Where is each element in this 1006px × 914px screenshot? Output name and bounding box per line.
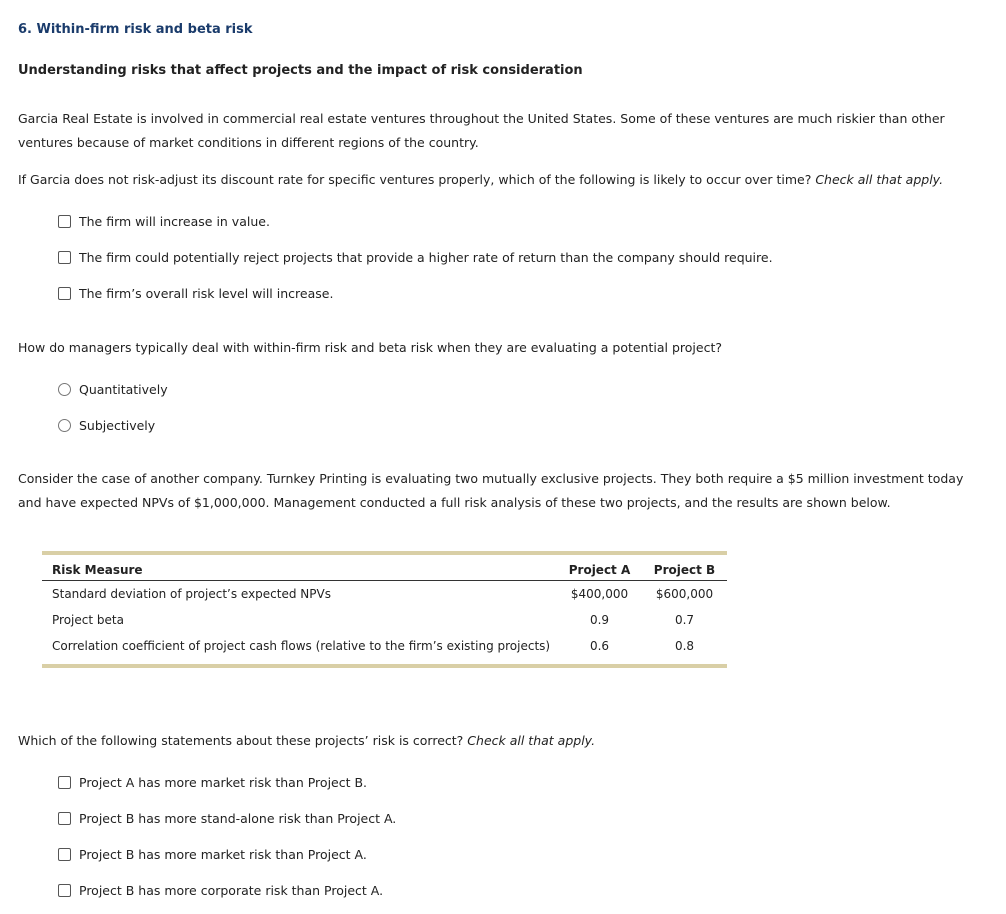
section-title: 6. Within-firm risk and beta risk [18, 22, 253, 37]
table-header-row [42, 555, 727, 581]
option-label: The firm could potentially reject projects that provide a higher rate of return than the company should require. [79, 249, 773, 265]
row-label: Project beta [52, 613, 124, 627]
checkbox[interactable] [58, 776, 71, 789]
intro-line-1: Garcia Real Estate is involved in commercial real estate ventures throughout the United States. Some of these ventures are much riskier than other [18, 111, 945, 126]
header-project-a: Project A [557, 555, 642, 581]
question-1-instruction: Check all that apply. [815, 172, 944, 187]
question-3 [18, 733, 595, 748]
checkbox[interactable] [58, 287, 71, 300]
header-project-b: Project B [642, 555, 727, 581]
q3-option-2[interactable] [58, 810, 396, 826]
checkbox[interactable] [58, 812, 71, 825]
case-paragraph [18, 467, 963, 515]
table-row [42, 581, 727, 608]
project-a-value: $400,000 [570, 587, 629, 601]
option-label: The firm will increase in value. [79, 213, 270, 229]
q3-option-1[interactable] [58, 774, 367, 790]
project-a-value: 0.6 [589, 639, 610, 653]
table-row [42, 607, 727, 633]
option-label: Project B has more market risk than Project A. [79, 846, 367, 862]
project-b-value: 0.8 [674, 639, 695, 653]
q3-option-3[interactable] [58, 846, 367, 862]
row-label: Standard deviation of project’s expected NPVs [52, 587, 331, 601]
option-label: The firm’s overall risk level will increase. [79, 285, 334, 301]
option-label: Subjectively [79, 417, 156, 433]
section-subtitle: Understanding risks that affect projects and the impact of risk consideration [18, 63, 583, 78]
checkbox[interactable] [58, 848, 71, 861]
case-line-2: and have expected NPVs of $1,000,000. Management conducted a full risk analysis of these two projects, and the results are shown below. [18, 495, 891, 510]
option-label: Project A has more market risk than Project B. [79, 774, 368, 790]
header-risk-measure: Risk Measure [42, 555, 557, 581]
question-2-text: How do managers typically deal with within-firm risk and beta risk when they are evaluating a potential project? [18, 340, 722, 355]
table-row [42, 633, 727, 664]
q2-option-2[interactable] [58, 417, 155, 433]
intro-paragraph [18, 107, 945, 155]
question-1 [18, 172, 943, 187]
radio-button[interactable] [58, 419, 71, 432]
q3-option-4[interactable] [58, 882, 383, 898]
radio-button[interactable] [58, 383, 71, 396]
table-bottom-border [42, 664, 727, 668]
q1-option-2[interactable] [58, 249, 773, 265]
intro-line-2: ventures because of market conditions in different regions of the country. [18, 135, 479, 150]
option-label: Project B has more stand-alone risk than Project A. [79, 810, 397, 826]
question-1-text: If Garcia does not risk-adjust its discount rate for specific ventures properly, which of the following is likely to occur over time? [18, 172, 812, 187]
project-b-value: $600,000 [655, 587, 714, 601]
q1-option-1[interactable] [58, 213, 270, 229]
checkbox[interactable] [58, 884, 71, 897]
row-label: Correlation coefficient of project cash flows (relative to the firm’s existing projects) [52, 639, 551, 653]
option-label: Project B has more corporate risk than Project A. [79, 882, 384, 898]
risk-table [42, 551, 727, 668]
q2-option-1[interactable] [58, 381, 168, 397]
question-3-text: Which of the following statements about these projects’ risk is correct? [18, 733, 464, 748]
question-3-instruction: Check all that apply. [467, 733, 596, 748]
q1-option-3[interactable] [58, 285, 333, 301]
checkbox[interactable] [58, 215, 71, 228]
project-b-value: 0.7 [674, 613, 695, 627]
case-line-1: Consider the case of another company. Turnkey Printing is evaluating two mutually exclusive projects. They both require a $5 million investment today [18, 471, 964, 486]
project-a-value: 0.9 [589, 613, 610, 627]
option-label: Quantitatively [79, 381, 168, 397]
checkbox[interactable] [58, 251, 71, 264]
